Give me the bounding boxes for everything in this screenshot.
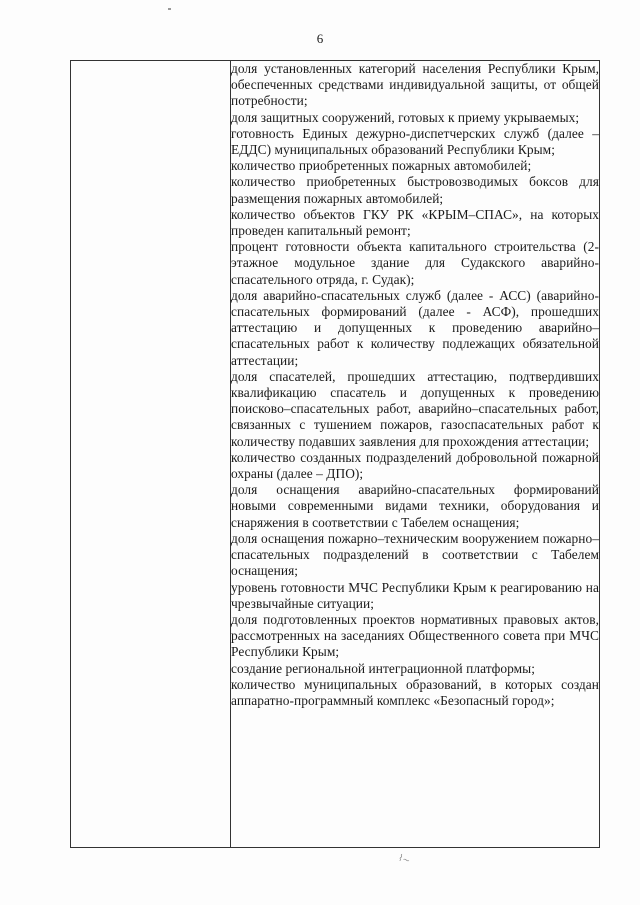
indicator-item: доля защитных сооружений, готовых к приему укрываемых; [231,109,580,125]
indicator-item: доля аварийно-спасательных служб (далее - АСС) (аварийно-спасательных формирований (далее - АСФ), прошедших аттестацию и допущенных к проведению аварийно–спасательных работ к количеству подлежащих обязательной аттестации; [231,287,599,368]
indicator-item: доля оснащения пожарно–техническим вооружением пожарно–спасательных подразделений в соответствии с Табелем оснащения; [231,530,599,579]
table-cell-indicators [231,61,600,848]
indicator-item: процент готовности объекта капитального строительства (2-этажное модульное здание для Судакского аварийно-спасательного отряда, г. Судак); [231,239,599,287]
indicator-item: доля спасателей, прошедших аттестацию, подтвердивших квалификацию спасатель и допущенных к проведению поисково–спасательных работ, аварийно–спасательных работ, связанных с тушением пожаров, газоспасательных работ к количеству подавших заявления для прохождения аттестации; [231,368,599,449]
indicator-item: доля подготовленных проектов нормативных правовых актов, рассмотренных на заседаниях Общественного совета при МЧС Республики Крым; [231,611,599,660]
indicator-item: количество муниципальных образований, в которых создан аппаратно-программный комплекс «Безопасный город»; [231,676,599,708]
indicator-item: создание региональной интеграционной платформы; [231,660,535,676]
table-cell-empty [71,61,231,848]
indicators-table [70,60,600,848]
scan-speck [168,8,171,10]
indicator-item: доля установленных категорий населения Республики Крым, обеспеченных средствами индивидуальной защиты, от общей потребности; [231,61,599,109]
scan-squiggle-mark: ⌇~ [396,853,412,867]
indicator-item: количество объектов ГКУ РК «КРЫМ–СПАС», на которых проведен капитальный ремонт; [231,206,599,239]
page-number: 6 [316,31,324,46]
indicator-item: количество созданных подразделений добровольной пожарной охраны (далее – ДПО); [231,449,599,482]
indicator-item: готовность Единых дежурно-диспетчерских служб (далее – ЕДДС) муниципальных образований Республики Крым; [231,125,599,158]
indicator-item: уровень готовности МЧС Республики Крым к реагированию на чрезвычайные ситуации; [231,579,599,611]
table-row [71,61,600,848]
indicator-item: доля оснащения аварийно-спасательных формирований новыми современными видами техники, оборудования и снаряжения в соответствии с Табелем оснащения; [231,482,599,530]
indicator-item: количество приобретенных пожарных автомобилей; [231,158,532,174]
indicator-item: количество приобретенных быстровозводимых боксов для размещения пожарных автомобилей; [231,174,599,206]
